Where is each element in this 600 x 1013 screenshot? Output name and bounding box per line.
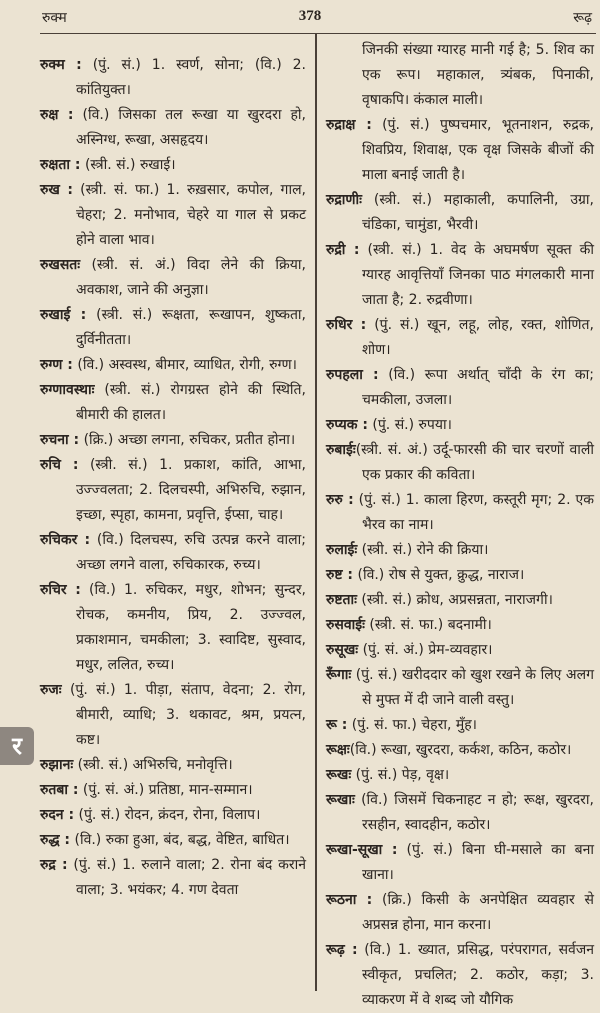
thumb-index-tab: र bbox=[0, 727, 34, 765]
definition: (स्त्री. सं.) अभिरुचि, मनोवृत्ति। bbox=[73, 757, 233, 773]
dictionary-entry bbox=[326, 713, 594, 738]
dictionary-entry bbox=[326, 613, 594, 638]
dictionary-entry bbox=[40, 678, 306, 753]
definition: (पुं. सं.) पेड़, वृक्ष। bbox=[351, 767, 450, 783]
dictionary-entry bbox=[40, 828, 306, 853]
dictionary-entry bbox=[326, 238, 594, 313]
headword: रुक्ष : bbox=[40, 107, 74, 123]
headword: रुष्टताः bbox=[326, 592, 357, 608]
definition: (वि.) 1. ख्यात, प्रसिद्ध, परंपरागत, सर्वजन स्वीकृत, प्रचलित; 2. कठोर, कड़ा; 3. व्याकरण में वे शब्द जो यौगिक bbox=[357, 942, 594, 1008]
headword: रुद्ध : bbox=[40, 832, 71, 848]
definition: (पुं. सं.) बिना घी-मसाले का बना खाना। bbox=[362, 842, 594, 883]
dictionary-entry bbox=[326, 188, 594, 238]
headword: रूखः bbox=[326, 767, 352, 783]
dictionary-entry bbox=[40, 578, 306, 678]
headword: रुझानः bbox=[40, 757, 74, 773]
definition: (वि.) जिसका तल रूखा या खुरदरा हो, अस्निग्ध, रूखा, असहृदय। bbox=[73, 107, 306, 148]
dictionary-entry bbox=[326, 938, 594, 1013]
dictionary-entry bbox=[326, 363, 594, 413]
definition: (पुं. सं.) खून, लहू, लोह, रक्त, शोणित, शोण। bbox=[362, 317, 594, 358]
dictionary-entry bbox=[326, 738, 594, 763]
headword: रुद्री : bbox=[326, 242, 360, 258]
definition: (वि.) जिसमें चिकनाहट न हो; रूक्ष, खुरदरा, रसहीन, स्वादहीन, कठोर। bbox=[354, 792, 594, 833]
headword: रुबाईः bbox=[326, 442, 356, 458]
definition: (स्त्री. सं. अं.) उर्दू-फारसी की चार चरणों वाली एक प्रकार की कविता। bbox=[355, 442, 594, 483]
headword: रुखसतः bbox=[40, 257, 81, 273]
definition: (स्त्री. सं.) रूक्षता, रूखापन, शुष्कता, दुर्विनीतता। bbox=[76, 307, 306, 348]
dictionary-entry bbox=[40, 753, 306, 778]
dictionary-entry bbox=[40, 453, 306, 528]
dictionary-entry bbox=[326, 313, 594, 363]
headword: रुसूखः bbox=[326, 642, 359, 658]
dictionary-entry bbox=[326, 488, 594, 538]
dictionary-entry bbox=[326, 538, 594, 563]
headword: रू : bbox=[326, 717, 348, 733]
headword: रुक्म : bbox=[40, 57, 82, 73]
headword: रूक्षः bbox=[326, 742, 350, 758]
definition: (वि.) अस्वस्थ, बीमार, व्याधित, रोगी, रुग्ण। bbox=[72, 357, 297, 373]
dictionary-entry bbox=[326, 113, 594, 188]
dictionary-entry bbox=[326, 763, 594, 788]
headword: रुख : bbox=[40, 182, 73, 198]
definition: (स्त्री. सं.) रोगग्रस्त होने की स्थिति, बीमारी की हालत। bbox=[76, 382, 306, 423]
definition: (स्त्री. सं.) 1. वेद के अघमर्षण सूक्त की ग्यारह आवृत्तियाँ जिनका पाठ मंगलकारी माना जाता है; 2. रुद्रवीणा। bbox=[359, 242, 594, 308]
dictionary-entry bbox=[40, 528, 306, 578]
dictionary-entry bbox=[40, 853, 306, 903]
definition: (वि.) रूपा अर्थात् चाँदी के रंग का; चमकीला, उजला। bbox=[362, 367, 595, 408]
dictionary-entry bbox=[40, 428, 306, 453]
definition: (पुं. सं. अं.) प्रतिष्ठा, मान-सम्मान। bbox=[78, 782, 253, 798]
definition: (स्त्री. सं.) 1. प्रकाश, कांति, आभा, उज्ज्वलता; 2. दिलचस्पी, अभिरुचि, रुझान, इच्छा, स्पृहा, कामना, प्रवृत्ति, ईप्सा, चाह। bbox=[76, 457, 306, 523]
headword: रुरु : bbox=[326, 492, 354, 508]
headword: रूखा-सूखा : bbox=[326, 842, 398, 858]
dictionary-entry bbox=[40, 103, 306, 153]
dictionary-entry bbox=[326, 838, 594, 888]
running-head-right: रूढ़ bbox=[573, 10, 592, 26]
headword: रुद्राक्ष : bbox=[326, 117, 372, 133]
headword: रुखाई : bbox=[40, 307, 87, 323]
definition: (क्रि.) किसी के अनपेक्षित व्यवहार से अप्रसन्न होना, मान करना। bbox=[362, 892, 594, 933]
definition: (पुं. सं.) रुपया। bbox=[367, 417, 452, 433]
headword: रुजः bbox=[40, 682, 62, 698]
dictionary-entry bbox=[326, 638, 594, 663]
dictionary-entry bbox=[326, 413, 594, 438]
dictionary-entry bbox=[40, 53, 306, 103]
definition: (वि.) रूखा, खुरदरा, कर्कश, कठिन, कठोर। bbox=[349, 742, 572, 758]
headword: रुष्ट : bbox=[326, 567, 354, 583]
headword: रुद्राणीः bbox=[326, 192, 363, 208]
definition: (स्त्री. सं.) रुखाई। bbox=[80, 157, 176, 173]
headword: रुतबा : bbox=[40, 782, 79, 798]
continued-definition: जिनकी संख्या ग्यारह मानी गई है; 5. शिव का एक रूप। महाकाल, त्र्यंबक, पिनाकी, वृषाकपि। कंकाल माली। bbox=[362, 42, 594, 108]
headword: रुचिर : bbox=[40, 582, 81, 598]
definition: (वि.) रुका हुआ, बंद, बद्ध, वेष्टित, बाधित। bbox=[70, 832, 290, 848]
dictionary-entry bbox=[40, 353, 306, 378]
headword: रूठना : bbox=[326, 892, 373, 908]
definition: (पुं. सं.) 1. रुलाने वाला; 2. रोना बंद कराने वाला; 3. भयंकर; 4. गण देवता bbox=[67, 857, 307, 898]
dictionary-entry bbox=[40, 803, 306, 828]
page-number: 378 bbox=[298, 8, 322, 24]
definition: (पुं. सं.) 1. काला हिरण, कस्तूरी मृग; 2. एक भैरव का नाम। bbox=[353, 492, 595, 533]
definition: (स्त्री. सं. फा.) 1. रुख़सार, कपोल, गाल, चेहरा; 2. मनोभाव, चेहरे या गाल से प्रकट होने वाला भाव। bbox=[72, 182, 307, 248]
definition: (स्त्री. सं.) क्रोध, अप्रसन्नता, नाराजगी। bbox=[356, 592, 553, 608]
headword: रुचि : bbox=[40, 457, 79, 473]
definition: (पुं. सं.) रोदन, क्रंदन, रोना, विलाप। bbox=[74, 807, 261, 823]
definition: (स्त्री. सं. अं.) विदा लेने की क्रिया, अवकाश, जाने की अनुज्ञा। bbox=[76, 257, 306, 298]
dictionary-entry bbox=[326, 438, 594, 488]
running-head-left: रुक्म bbox=[42, 10, 67, 26]
dictionary-entry bbox=[326, 588, 594, 613]
dictionary-entry bbox=[40, 178, 306, 253]
headword: रुपहला : bbox=[326, 367, 379, 383]
dictionary-entry bbox=[326, 663, 594, 713]
column-divider bbox=[315, 33, 317, 991]
headword: रुक्षता : bbox=[40, 157, 81, 173]
definition: (स्त्री. सं.) रोने की क्रिया। bbox=[357, 542, 489, 558]
definition: (पुं. सं.) 1. पीड़ा, संताप, वेदना; 2. रोग, बीमारी, व्याधि; 3. थकावट, श्रम, प्रयत्न, कष्ट। bbox=[61, 682, 306, 748]
definition: (स्त्री. सं. फा.) बदनामी। bbox=[364, 617, 492, 633]
headword: रूखाः bbox=[326, 792, 355, 808]
dictionary-entry bbox=[326, 888, 594, 938]
definition: (पुं. सं. फा.) चेहरा, मुँह। bbox=[347, 717, 477, 733]
definition: (पुं. सं. अं.) प्रेम-व्यवहार। bbox=[358, 642, 493, 658]
headword: रुचिकर : bbox=[40, 532, 91, 548]
definition: (स्त्री. सं.) महाकाली, कपालिनी, उग्रा, चंडिका, चामुंडा, भैरवी। bbox=[362, 192, 594, 233]
headword: रुदन : bbox=[40, 807, 75, 823]
definition: (वि.) रोष से युक्त, क्रुद्ध, नाराज। bbox=[353, 567, 525, 583]
headword: रुग्णावस्थाः bbox=[40, 382, 95, 398]
headword: रुप्यक : bbox=[326, 417, 368, 433]
left-column bbox=[40, 53, 306, 903]
definition: (वि.) दिलचस्प, रुचि उत्पन्न करने वाला; अच्छा लगने वाला, रुचिकारक, रुच्य। bbox=[76, 532, 307, 573]
headword: रूढ़ : bbox=[326, 942, 358, 958]
dictionary-entry bbox=[326, 788, 594, 838]
dictionary-entry bbox=[40, 303, 306, 353]
headword: रुसवाईः bbox=[326, 617, 365, 633]
definition: (क्रि.) अच्छा लगना, रुचिकर, प्रतीत होना। bbox=[79, 432, 296, 448]
headword: रुग्ण : bbox=[40, 357, 73, 373]
dictionary-entry bbox=[40, 253, 306, 303]
dictionary-entry bbox=[40, 778, 306, 803]
headword: रुलाईः bbox=[326, 542, 358, 558]
definition: (पुं. सं.) पुष्पचमार, भूतनाशन, रुद्रक, शिवप्रिय, शिवाक्ष, एक वृक्ष जिसके बीजों की माला बनाई जाती है। bbox=[362, 117, 594, 183]
header-rule bbox=[40, 33, 596, 34]
definition: (पुं. सं.) 1. स्वर्ण, सोना; (वि.) 2. कांतियुक्त। bbox=[76, 57, 306, 98]
definition: (पुं. सं.) खरीददार को खुश रखने के लिए अलग से मुफ्त में दी जाने वाली वस्तु। bbox=[351, 667, 594, 708]
definition: (वि.) 1. रुचिकर, मधुर, शोभन; सुन्दर, रोचक, कमनीय, प्रिय, 2. उज्ज्वल, प्रकाशमान, चमकीला; 3. स्वादिष्ट, सुस्वाद, मधुर, ललित, रुच्य। bbox=[76, 582, 306, 673]
dictionary-entry bbox=[40, 378, 306, 428]
dictionary-entry bbox=[40, 153, 306, 178]
headword: रूँगाः bbox=[326, 667, 352, 683]
headword: रुचना : bbox=[40, 432, 80, 448]
headword: रुधिर : bbox=[326, 317, 367, 333]
headword: रुद्र : bbox=[40, 857, 68, 873]
right-column bbox=[326, 38, 594, 1013]
dictionary-entry bbox=[326, 563, 594, 588]
